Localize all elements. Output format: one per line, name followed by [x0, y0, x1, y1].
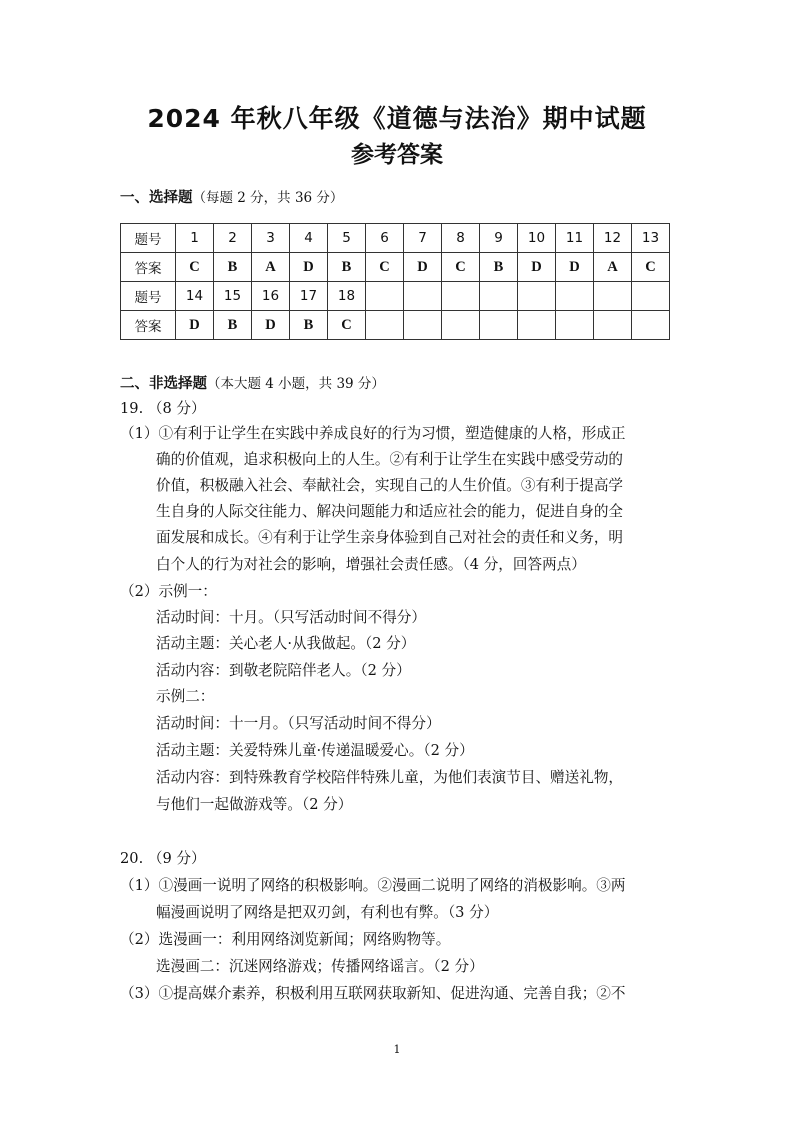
answer-cell: D	[518, 253, 556, 282]
question-number-cell	[442, 282, 480, 311]
question-number-cell: 3	[252, 224, 290, 253]
answer-table	[120, 223, 670, 340]
question-number-cell: 13	[632, 224, 670, 253]
question-number-cell: 18	[328, 282, 366, 311]
document-subtitle: 参考答案	[351, 142, 443, 168]
question-number-cell: 6	[366, 224, 404, 253]
row-label-question-number: 题号	[121, 224, 176, 253]
question-number-cell: 11	[556, 224, 594, 253]
q19-2-line: 活动时间：十月。（只写活动时间不得分）	[156, 609, 426, 626]
question-number-cell: 12	[594, 224, 632, 253]
row-label-question-number: 题号	[121, 282, 176, 311]
q19-2-line: 活动内容：到敬老院陪伴老人。（2 分）	[156, 662, 411, 679]
answer-cell	[556, 311, 594, 340]
q20-2-line: （2）选漫画一：利用网络浏览新闻；网络购物等。	[120, 931, 451, 948]
answer-cell: B	[480, 253, 518, 282]
answer-cell: A	[594, 253, 632, 282]
answer-cell	[632, 311, 670, 340]
q19-1-line: 白个人的行为对社会的影响，增强社会责任感。（4 分，回答两点）	[156, 556, 586, 573]
q20-1-line: （1）①漫画一说明了网络的积极影响。②漫画二说明了网络的消极影响。③两	[120, 877, 626, 894]
answer-cell: B	[290, 311, 328, 340]
page-number: 1	[393, 1043, 401, 1056]
q19-1-line: （1）①有利于让学生在实践中养成良好的行为习惯，塑造健康的人格，形成正	[120, 425, 626, 442]
question-number-cell	[518, 282, 556, 311]
answer-cell	[442, 311, 480, 340]
q19-2-line: 活动内容：到特殊教育学校陪伴特殊儿童，为他们表演节目、赠送礼物，	[156, 769, 624, 786]
answer-cell: D	[290, 253, 328, 282]
answer-cell: C	[328, 311, 366, 340]
q19-2-line: 活动主题：关心老人·从我做起。（2 分）	[156, 635, 416, 652]
row-label-answer: 答案	[121, 311, 176, 340]
document-title: 2024 年秋八年级《道德与法治》期中试题	[147, 104, 647, 133]
question-number-cell: 10	[518, 224, 556, 253]
q20-1-line: 幅漫画说明了网络是把双刃剑，有利也有弊。（3 分）	[156, 904, 499, 921]
question-number-cell: 17	[290, 282, 328, 311]
q20-3-line: （3）①提高媒介素养，积极利用互联网获取新知、促进沟通、完善自我；②不	[120, 985, 626, 1002]
answer-cell: C	[632, 253, 670, 282]
answer-cell: D	[404, 253, 442, 282]
q19-1-line: 价值，积极融入社会、奉献社会，实现自己的人生价值。③有利于提高学	[156, 477, 624, 494]
q19-2-line: （2）示例一：	[120, 583, 217, 600]
question-number-row	[121, 224, 670, 253]
question-number-cell: 4	[290, 224, 328, 253]
question-number-cell	[632, 282, 670, 311]
answer-cell	[480, 311, 518, 340]
question-number-cell: 2	[214, 224, 252, 253]
question-number-cell: 5	[328, 224, 366, 253]
question-number-cell	[404, 282, 442, 311]
answer-cell: C	[442, 253, 480, 282]
section-2-title: 二、非选择题	[120, 376, 207, 392]
row-label-answer: 答案	[121, 253, 176, 282]
answer-cell	[594, 311, 632, 340]
q19-header: 19. （8 分）	[120, 400, 206, 417]
q19-2-line: 活动主题：关爱特殊儿童·传递温暖爱心。（2 分）	[156, 742, 474, 759]
q20-header: 20. （9 分）	[120, 850, 206, 867]
question-number-cell: 7	[404, 224, 442, 253]
answer-cell: C	[176, 253, 214, 282]
question-number-cell	[556, 282, 594, 311]
question-number-cell: 9	[480, 224, 518, 253]
answer-cell	[518, 311, 556, 340]
answer-cell: D	[252, 311, 290, 340]
question-number-cell: 16	[252, 282, 290, 311]
q19-1-line: 确的价值观，追求积极向上的人生。②有利于让学生在实践中感受劳动的	[156, 451, 624, 468]
answer-cell: B	[328, 253, 366, 282]
answer-cell: D	[176, 311, 214, 340]
q19-2-line: 活动时间：十一月。（只写活动时间不得分）	[156, 715, 441, 732]
answer-cell: A	[252, 253, 290, 282]
answer-row	[121, 253, 670, 282]
q19-2-line: 与他们一起做游戏等。（2 分）	[156, 796, 353, 813]
question-number-cell: 8	[442, 224, 480, 253]
question-number-cell	[594, 282, 632, 311]
answer-cell: B	[214, 311, 252, 340]
section-1-note: （每题 2 分，共 36 分）	[192, 190, 344, 206]
question-number-cell	[480, 282, 518, 311]
q19-1-line: 面发展和成长。④有利于让学生亲身体验到自己对社会的责任和义务，明	[156, 529, 624, 546]
section-2-note: （本大题 4 小题，共 39 分）	[207, 376, 385, 392]
section-2-heading	[120, 372, 385, 393]
answer-cell	[404, 311, 442, 340]
answer-row	[121, 311, 670, 340]
q20-2-line: 选漫画二：沉迷网络游戏；传播网络谣言。（2 分）	[156, 958, 484, 975]
question-number-row	[121, 282, 670, 311]
question-number-cell: 15	[214, 282, 252, 311]
question-number-cell: 14	[176, 282, 214, 311]
answer-cell: D	[556, 253, 594, 282]
question-number-cell: 1	[176, 224, 214, 253]
section-1-heading	[120, 186, 343, 207]
q19-1-line: 生自身的人际交往能力、解决问题能力和适应社会的能力，促进自身的全	[156, 503, 624, 520]
answer-cell: B	[214, 253, 252, 282]
answer-cell: C	[366, 253, 404, 282]
question-number-cell	[366, 282, 404, 311]
q19-2-line: 示例二：	[156, 688, 215, 705]
section-1-title: 一、选择题	[120, 190, 193, 206]
answer-cell	[366, 311, 404, 340]
